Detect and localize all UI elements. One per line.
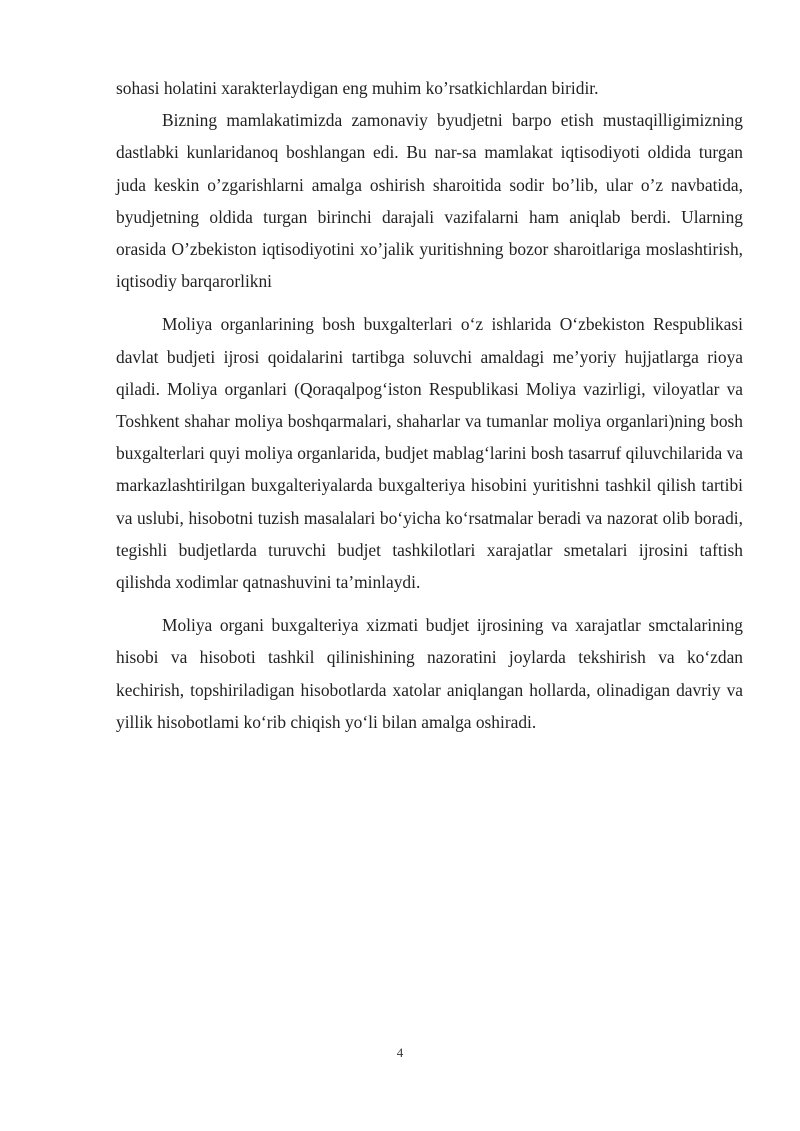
page-number: 4 <box>396 1045 404 1060</box>
paragraph-budget-history: Bizning mamlakatimizda zamonaviy byudjetni barpo etish mustaqilligimizning dastlabki kunlaridanoq boshlangan edi. Bu nar-sa mamlakat iqtisodiyoti oldida turgan juda keskin o’zgarishlarni amalga oshirish sharoitida sodir bo’lib, ular o’z navbatida, byudjetning oldida turgan birinchi darajali vazifalarni ham aniqlab berdi. Ularning orasida O’zbekiston iqtisodiyotini xo’jalik yuritishning bozor sharoitlariga moslashtirish, iqtisodiy barqarorlikni <box>116 110 743 292</box>
paragraph-continuation: sohasi holatini xarakterlaydigan eng muhim ko’rsatkichlardan biridir. <box>116 78 599 98</box>
paragraph-chief-accountants: Moliya organlarining bosh buxgalterlari o‘z ishlarida O‘zbekiston Respublikasi davlat budjeti ijrosi qoidalarini tartibga soluvchi amaldagi me’yoriy hujjatlarga rioya qiladi. Moliya organlari (Qoraqalpog‘iston Respublikasi Moliya vazirligi, viloyatlar va Toshkent shahar moliya boshqarmalari, shaharlar va tumanlar moliya organlari)ning bosh buxgalterlari quyi moliya organlarida, budjet mablag‘larini bosh tasarruf qiluvchilarida va markazlashtirilgan buxgalteriyalarda buxgalteriya hisobini yuritishni tashkil qilish tartibi va uslubi, hisobotni tuzish masalalari bo‘yicha ko‘rsatmalar beradi va nazorat olib boradi, tegishli budjetlarda turuvchi budjet tashkilotlari xarajatlar smetalari ijrosini taftish qilishda xodimlar qatnashuvini ta’minlaydi. <box>116 314 743 593</box>
paragraph-accounting-service: Moliya organi buxgalteriya xizmati budjet ijrosining va xarajatlar smctalarining hisobi va hisoboti tashkil qilinishining nazoratini joylarda tekshirish va ko‘zdan kechirish, topshiriladigan hisobotlarda xatolar aniqlangan hollarda, olinadigan davriy va yillik hisobotlami ko‘rib chiqish yo‘li bilan amalga oshiradi. <box>116 615 743 732</box>
body-text <box>116 72 743 738</box>
